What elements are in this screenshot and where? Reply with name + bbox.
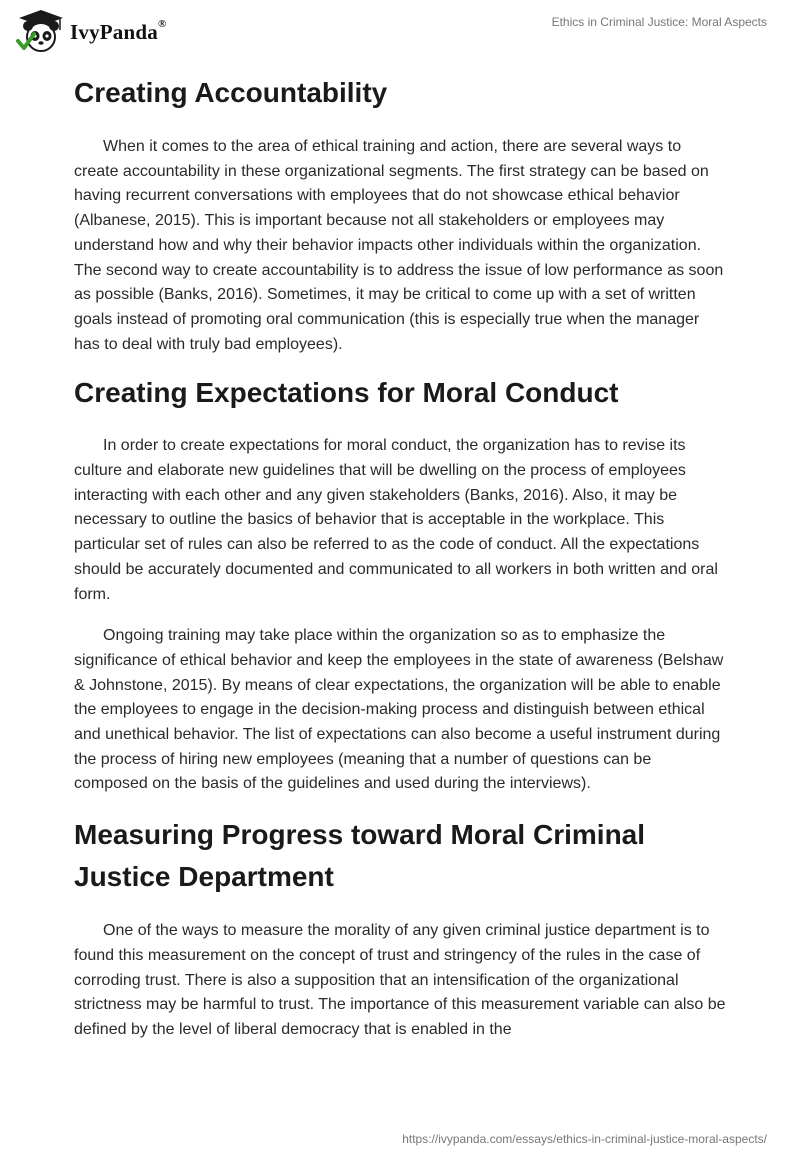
brand-name: IvyPanda® [70, 17, 167, 44]
essay-content [74, 68, 726, 1043]
section-heading-expectations: Creating Expectations for Moral Conduct [74, 377, 619, 409]
panda-logo-icon [14, 8, 68, 56]
source-url-link[interactable]: https://ivypanda.com/essays/ethics-in-criminal-justice-moral-aspects/ [402, 1132, 767, 1146]
page-header [0, 0, 800, 60]
paragraph: Ongoing training may take place within the organization so as to emphasize the significance of ethical behavior and keep the employees in the state of awareness (Belshaw & Johnstone, 2015). By means of clear expectations, the organization will be able to enable the employees to engage in the decision-making process and distinguish between ethical and unethical behavior. The list of expectations can also become a useful instrument during the process of hiring new employees (meaning that a number of questions can be composed on the basis of the guidelines and used during the interviews). [74, 627, 724, 793]
paragraph: One of the ways to measure the morality of any given criminal justice department is to found this measurement on the concept of trust and stringency of the rules in the case of corroding trust. There is also a supposition that an intensification of the organizational strictness may be harmful to trust. The importance of this measurement variable can also be defined by the level of liberal democracy that is enabled in the [74, 922, 726, 1038]
brand-logo[interactable] [14, 8, 166, 56]
paragraph: When it comes to the area of ethical training and action, there are several ways to create accountability in these organizational segments. The first strategy can be based on having recurrent conversations with employees that do not showcase ethical behavior (Albanese, 2015). This is important because not all stakeholders or employees may understand how and why their behavior impacts other individuals within the organization. The second way to create accountability is to address the issue of low performance as soon as possible (Banks, 2016). Sometimes, it may be critical to come up with a set of written goals instead of promoting oral communication (this is especially true when the manager has to deal with truly bad employees). [74, 138, 724, 353]
section-heading-measuring-progress: Measuring Progress toward Moral Criminal Justice Department [74, 819, 646, 893]
section-heading-accountability: Creating Accountability [74, 77, 388, 108]
paragraph: In order to create expectations for moral conduct, the organization has to revise its culture and elaborate new guidelines that will be dwelling on the process of employees interacting with each other and any given stakeholders (Banks, 2016). Also, it may be necessary to outline the basics of behavior that is acceptable in the workplace. This particular set of rules can also be referred to as the code of conduct. All the expectations should be accurately documented and communicated to all workers in both written and oral form. [74, 437, 718, 603]
document-title: Ethics in Criminal Justice: Moral Aspects [551, 15, 767, 29]
